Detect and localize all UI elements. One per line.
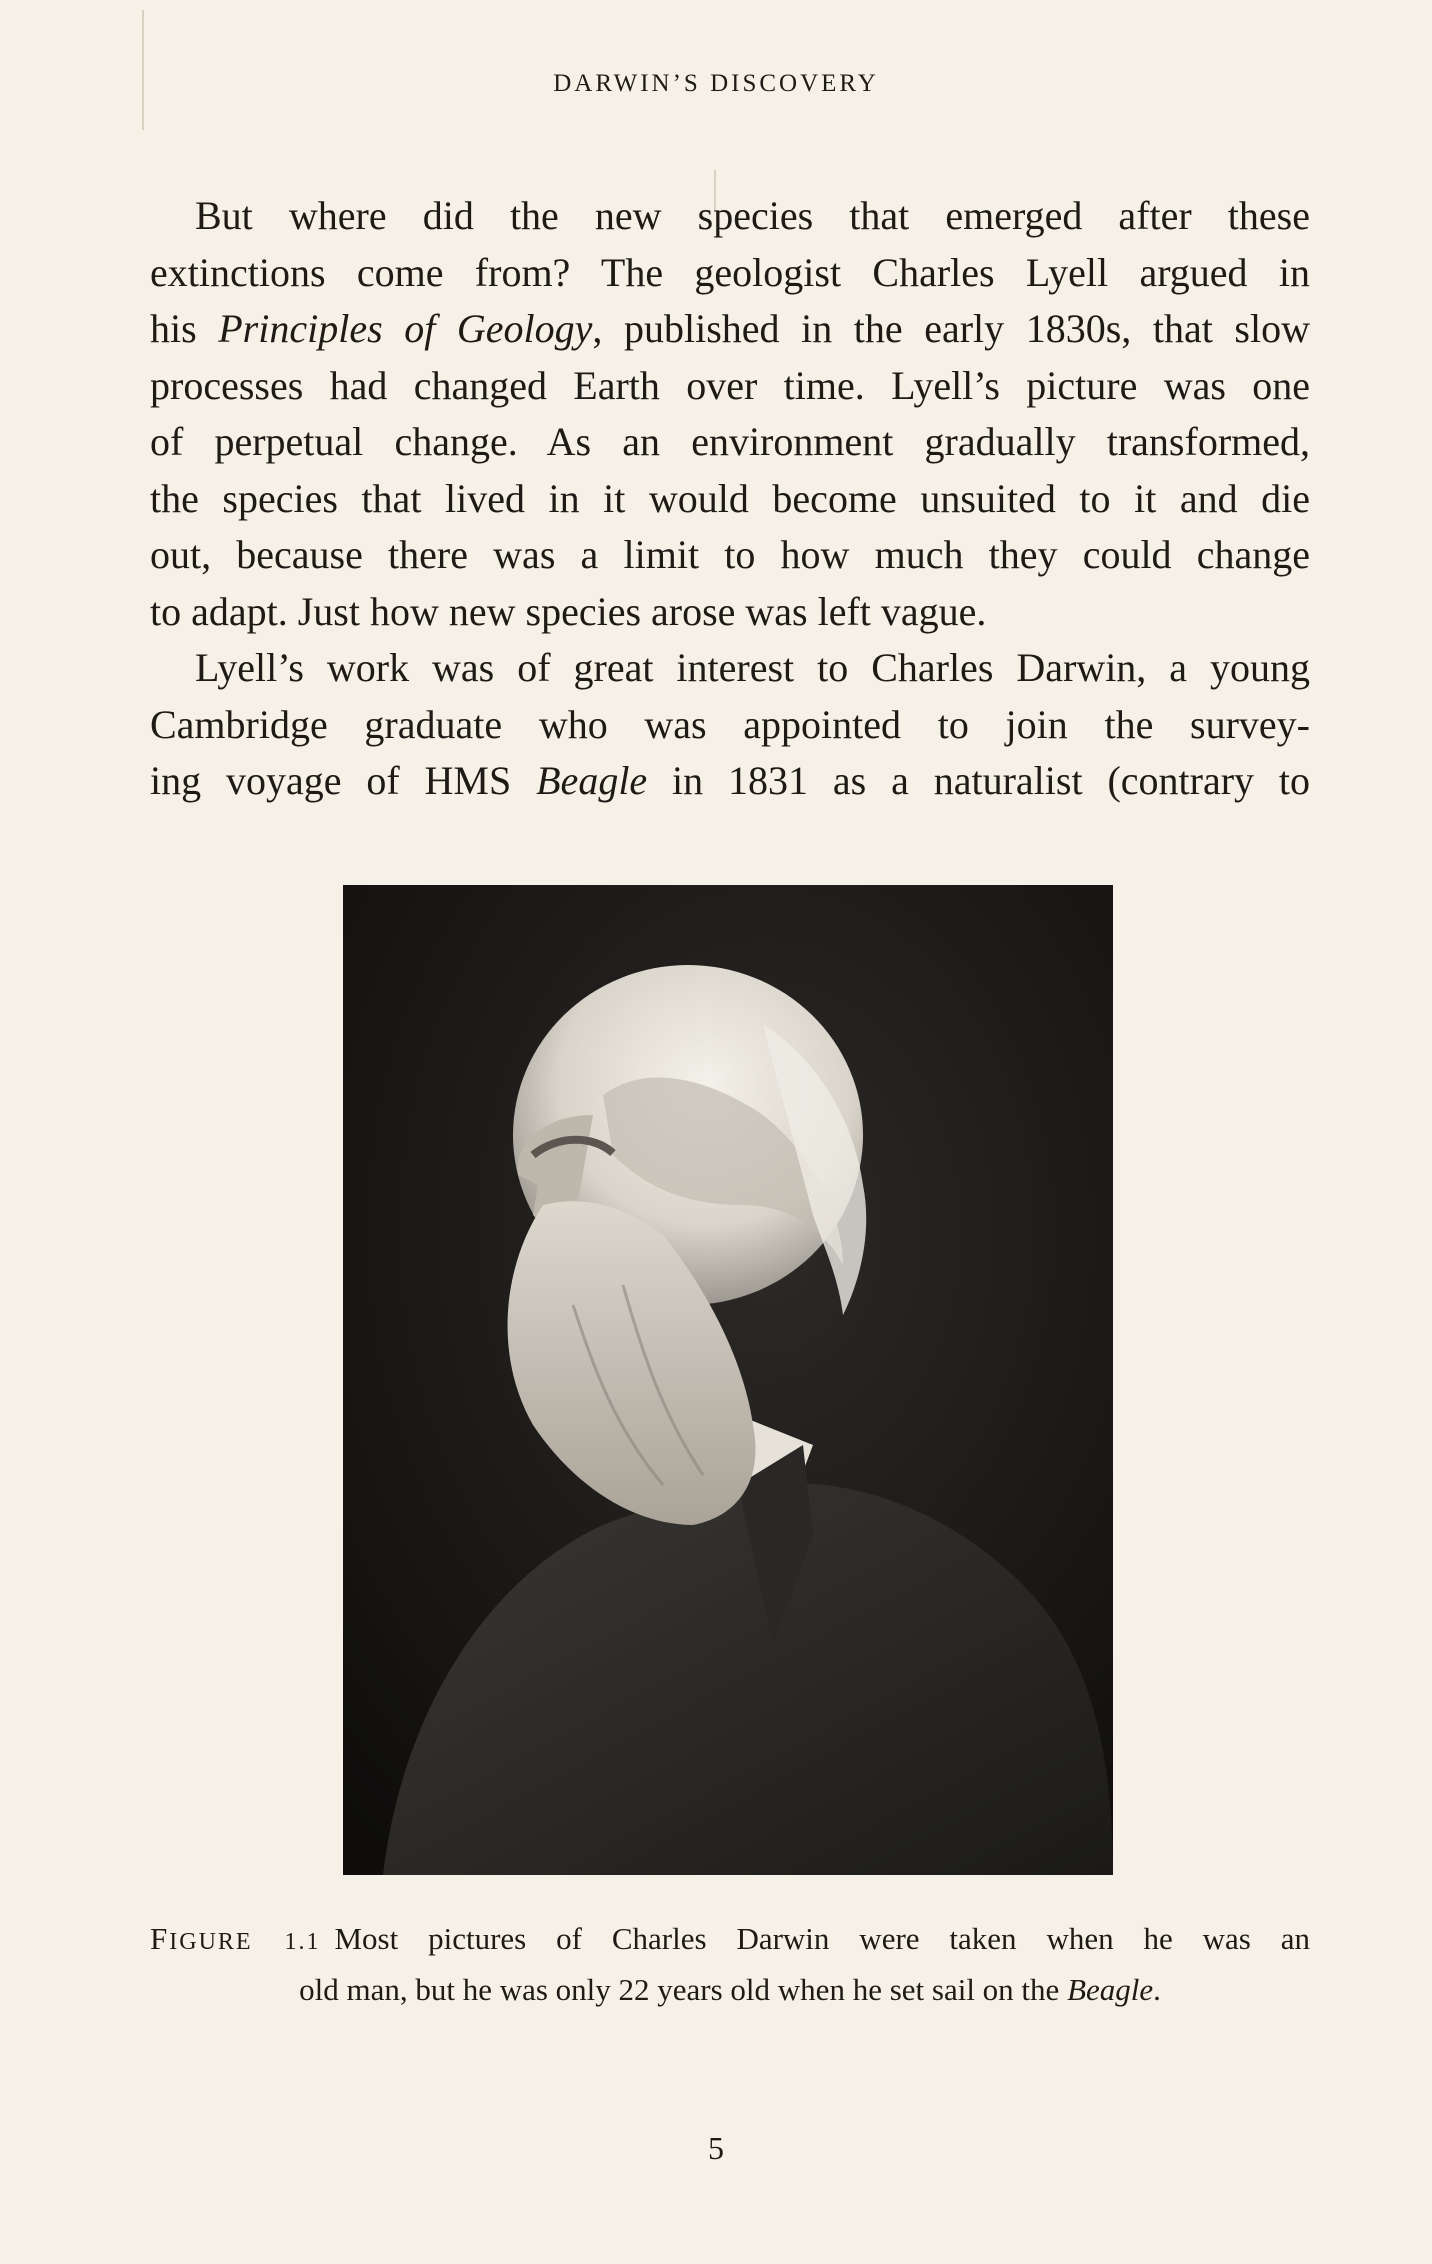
running-head: DARWIN’S DISCOVERY [553, 70, 879, 97]
text: ing voyage of HMS [150, 758, 537, 803]
darwin-portrait-photo [343, 885, 1113, 1875]
figure-number: 1.1 [284, 1929, 321, 1955]
text: in 1831 as a naturalist (contrary to [647, 758, 1311, 803]
paragraph-1-line: processes had changed Earth over time. Lyell’s picture was one [150, 362, 1310, 408]
paragraph-1-line: the species that lived in it would become unsuited to it and die [150, 475, 1310, 521]
figure-label [150, 1921, 320, 1956]
paragraph-1-line: extinctions come from? The geologist Charles Lyell argued in [150, 249, 1310, 295]
caption-line [150, 1966, 1310, 2014]
paragraph-2-line: Lyell’s work was of great interest to Charles Darwin, a young [195, 645, 1310, 690]
paragraph-1-line: of perpetual change. As an environment gradually transformed, [150, 419, 1310, 464]
paragraph-1-line: out, because there was a limit to how much they could change [150, 532, 1310, 577]
figure-label-initial: F [150, 1921, 170, 1956]
paragraph-1-line: to adapt. Just how new species arose was left vague. [150, 588, 987, 634]
paragraph-2-line [150, 753, 1310, 810]
page-number: 5 [708, 2130, 724, 2166]
caption-text: . [1153, 1972, 1161, 2007]
paragraph-1-line: But where did the new species that emerged after these [195, 193, 1310, 238]
text: his [150, 306, 219, 351]
paragraph-2-line: Cambridge graduate who was appointed to join the survey- [150, 701, 1310, 747]
portrait-illustration [343, 885, 1113, 1875]
caption-text: old man, but he was only 22 years old when he set sail on the [299, 1972, 1068, 2007]
figure-label-rest: IGURE [169, 1929, 253, 1955]
ship-name: Beagle [536, 758, 648, 803]
figure-caption [150, 1915, 1310, 2014]
caption-text: Most pictures of Charles Darwin were taken when he was an [334, 1921, 1311, 1956]
paragraph-1-line [150, 301, 1310, 358]
body-text [150, 188, 1310, 810]
book-title: Principles of Geology [218, 306, 593, 351]
text: , published in the early 1830s, that slow [592, 306, 1310, 351]
ship-name: Beagle [1067, 1972, 1154, 2007]
caption-line [150, 1915, 1310, 1966]
